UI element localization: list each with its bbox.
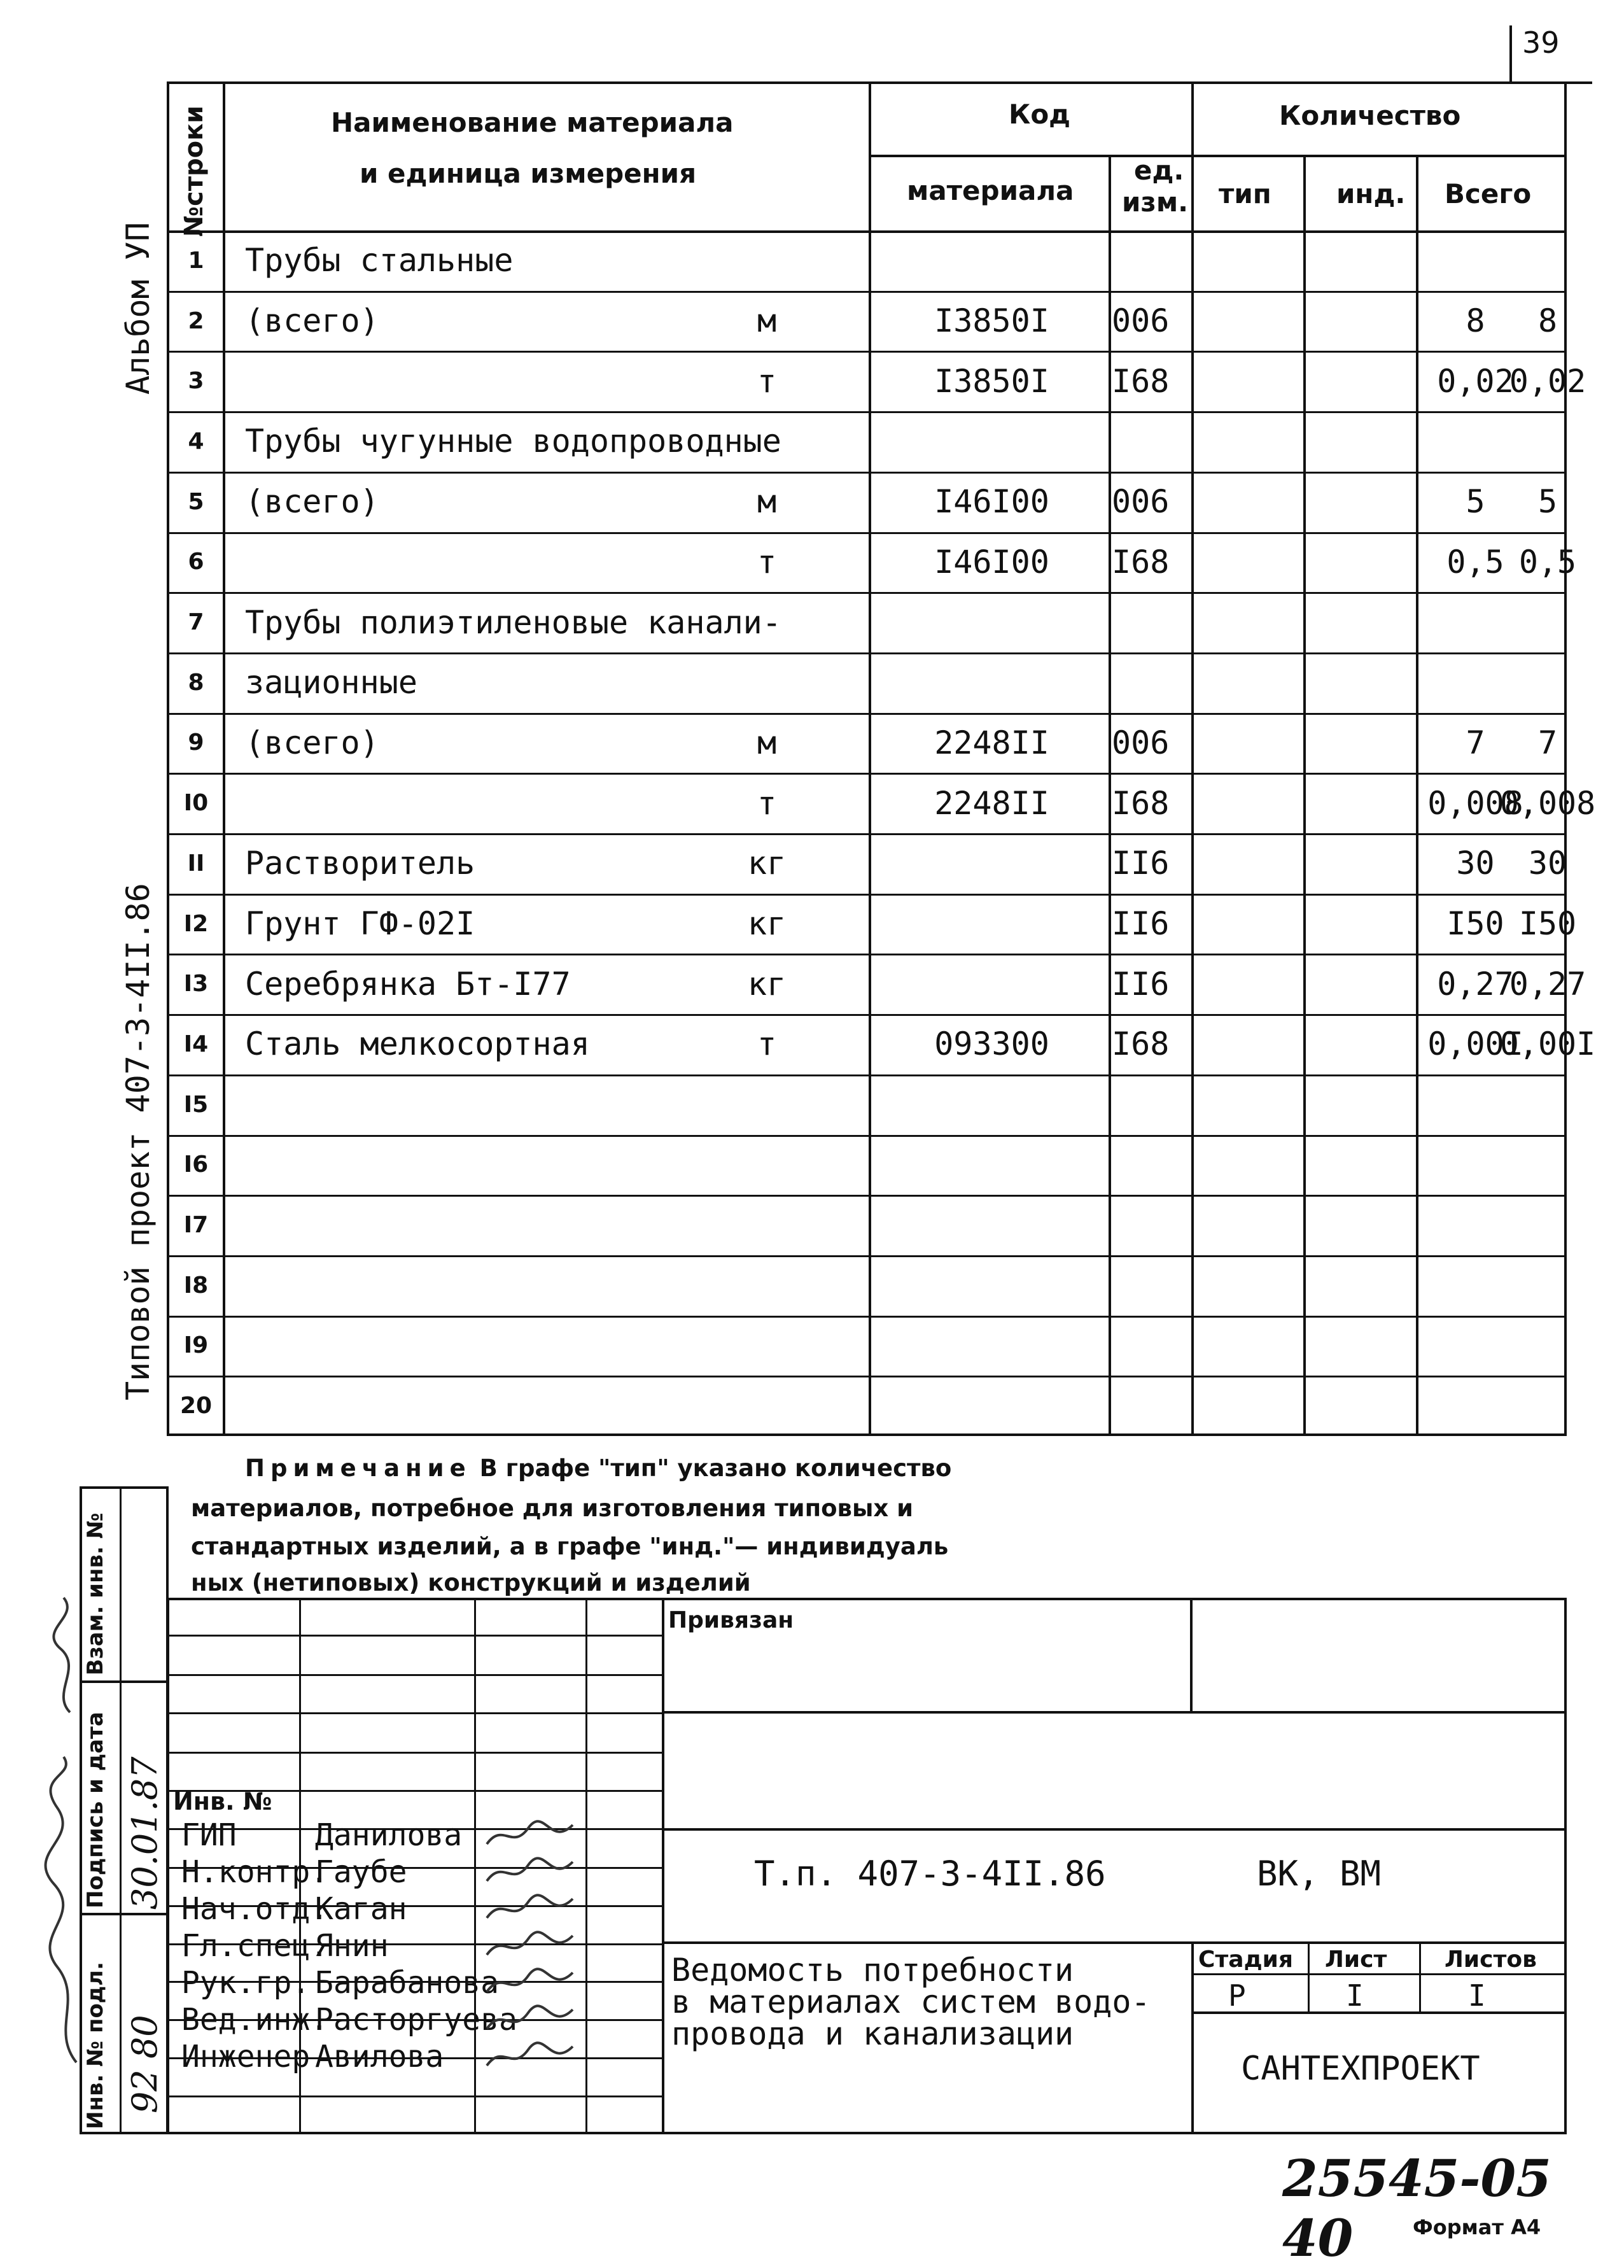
grid-vline [223,81,225,1436]
row-qty-type [1306,954,1416,1014]
row-number: I6 [183,1152,209,1178]
side-inv-podl-value: 92 80 [125,2015,165,2113]
row-unit: кг [747,905,787,943]
row-qty-ind: 7 [1466,724,1485,761]
row-qty-ind [1419,1316,1532,1376]
row-qty-type [1306,1135,1416,1195]
staff-role: Н.контр. [181,1854,329,1890]
row-qty-ind [1419,652,1532,713]
row-qty-ind: 0,008 [1427,784,1523,822]
staff-role: ГИП [181,1817,237,1853]
staff-signature [484,2003,579,2038]
row-qty-ind: 0,27 [1437,965,1514,1003]
row-material-code [875,652,1109,713]
row-qty-type [1306,652,1416,713]
staff-signature [484,1966,579,2001]
row-qty-type [1306,230,1416,291]
header-q-type: тип [1219,178,1271,209]
row-qty-ind [1419,1195,1532,1255]
doc-title-line3: провода и канализации [671,2015,1074,2052]
privyazan-label: Привязан [668,1607,794,1633]
staff-signature [484,1892,579,1927]
row-number: 7 [188,609,204,636]
row-material-name: Трубы полиэтиленовые канали- [245,603,781,641]
side-stamp-divider [120,1486,122,2134]
header-quantity: Количество [1279,100,1461,131]
row-number: I8 [183,1272,209,1299]
stage-label: Стадия [1198,1947,1293,1973]
row-qty-total [1529,1195,1567,1255]
stage-value: Р [1228,1978,1246,2013]
row-material-code [875,1195,1109,1255]
row-qty-ind [1419,1074,1532,1135]
sheet-label: Лист [1325,1947,1387,1973]
row-qty-ind [1419,1135,1532,1195]
header-name-line2: и единица измерения [360,158,697,189]
side-handwritten-signatures [25,1585,95,2069]
staff-role: Нач.отд. [181,1891,329,1927]
row-qty-ind: 0,02 [1437,362,1514,400]
album-label: Альбом УП [120,222,157,395]
row-unit [735,1074,799,1135]
stamp-hline [167,1712,663,1714]
row-material-name: Серебрянка Бт-I77 [245,965,571,1003]
row-qty-ind [1419,230,1532,291]
inv-no-label: Инв. № [173,1787,272,1815]
row-qty-total [1529,1376,1567,1436]
row-qty-type [1306,1014,1416,1074]
staff-role: Инженер [181,2039,311,2074]
row-qty-type [1306,411,1416,472]
row-number: I3 [183,971,209,997]
row-qty-ind [1419,1376,1532,1436]
row-unit-code [1112,652,1191,713]
row-unit: т [757,362,777,400]
row-unit-code: II6 [1112,845,1170,882]
row-number: I9 [183,1332,209,1359]
side-inv-podl-label: Инв. № подл. [83,1961,108,2129]
row-unit [735,411,799,472]
row-qty-total: 5 [1537,483,1558,521]
row-number: 6 [188,549,204,575]
row-qty-type [1306,1376,1416,1436]
row-material-name: Сталь мелкосортная [245,1025,590,1063]
staff-role: Вед.инж. [181,2002,329,2038]
staff-signature [484,1856,579,1891]
header-q-total: Всего [1445,178,1532,209]
row-material-code [875,894,1109,954]
staff-name: Барабанова [315,1965,499,2001]
row-unit [735,592,799,652]
row-number: 9 [188,729,204,756]
note-line4: ных (нетиповых) конструкций и изделий [191,1569,751,1596]
page-number-divider [1509,25,1512,83]
grid-vline [1191,81,1194,1436]
footer-number: 25545-05 40 [1282,2148,1551,2268]
row-material-code: I46I00 [934,483,1049,521]
note-lead: Примечание [245,1454,472,1482]
stamp-vline [1190,1598,1193,1711]
row-unit-code [1112,411,1191,472]
stamp-vline [1308,1941,1310,2011]
row-number: 4 [188,428,204,454]
row-unit: т [757,784,777,822]
row-material-name: Грунт ГФ-02I [245,905,475,943]
stamp-hline [1191,1973,1567,1975]
row-qty-total: 0,00I [1499,1025,1596,1063]
note-line1 [245,1454,951,1482]
row-qty-total: 8 [1537,302,1558,340]
row-unit-code: I68 [1112,543,1170,581]
row-qty-type [1306,894,1416,954]
row-qty-ind: 8 [1466,302,1485,340]
row-qty-total: 0,008 [1499,784,1596,822]
grid-hline [869,155,1567,157]
row-material-code [875,1074,1109,1135]
row-qty-ind: 0,00I [1427,1025,1523,1063]
staff-signature [484,1819,579,1854]
row-number: 1 [188,247,204,274]
row-unit-code: 006 [1112,724,1170,761]
side-date-value: 30.01.87 [125,1756,165,1910]
stamp-vline [1191,1941,1194,2134]
row-qty-total [1529,411,1567,472]
row-material-name: Трубы стальные [245,242,514,279]
note-line3: стандартных изделий, а в графе "инд."— индивидуаль [191,1533,949,1560]
sheets-value: I [1468,1978,1486,2013]
staff-signature [484,1929,579,1964]
row-number: I2 [183,910,209,937]
row-unit: м [757,302,777,340]
header-code-unit-2: изм. [1122,187,1189,218]
staff-name: Расторгуева [315,2002,517,2038]
row-unit-code: I68 [1112,362,1170,400]
row-qty-ind: I50 [1446,905,1504,943]
doc-sections: ВК, ВМ [1257,1854,1382,1894]
row-material-code [875,411,1109,472]
stamp-hline [167,1635,663,1637]
row-number: I4 [183,1031,209,1057]
stamp-hline [662,1941,1567,1944]
row-qty-total: 0,27 [1509,965,1586,1003]
side-podpis-label: Подпись и дата [83,1712,108,1908]
row-qty-total [1529,230,1567,291]
stamp-vline [585,1598,587,2134]
row-unit-code [1112,1255,1191,1316]
stamp-hline [1191,2011,1567,2014]
row-qty-total [1529,1255,1567,1316]
row-material-code: I3850I [934,362,1049,400]
header-q-ind: инд. [1336,178,1406,209]
grid-vline [1303,155,1306,1436]
row-material-code [875,954,1109,1014]
row-material-code [875,1135,1109,1195]
row-unit-code [1112,1376,1191,1436]
row-unit-code: II6 [1112,965,1170,1003]
staff-name: Янин [315,1928,389,1964]
row-material-name: (всего) [245,724,379,761]
row-unit-code [1112,230,1191,291]
row-unit-code [1112,1074,1191,1135]
staff-role: Гл.спец. [181,1928,329,1964]
row-unit-code: I68 [1112,1025,1170,1063]
stamp-vline [662,1598,664,2134]
row-qty-total [1529,1135,1567,1195]
row-number: I7 [183,1212,209,1239]
row-material-code [875,833,1109,894]
row-unit: т [757,1025,777,1063]
row-qty-total: 30 [1528,845,1567,882]
row-qty-type [1306,833,1416,894]
row-unit [735,230,799,291]
row-qty-total [1529,1074,1567,1135]
row-unit [735,652,799,713]
row-unit: м [757,724,777,761]
row-unit-code [1112,1316,1191,1376]
row-unit [735,1376,799,1436]
row-qty-type [1306,532,1416,593]
sheet-value: I [1346,1978,1364,2013]
row-qty-total: 7 [1537,724,1558,761]
row-qty-type [1306,472,1416,532]
stamp-hline [167,1674,663,1676]
row-qty-type [1306,291,1416,351]
row-qty-type [1306,351,1416,411]
row-number: I5 [183,1091,209,1118]
row-qty-total: 0,5 [1518,543,1577,581]
row-unit [735,1195,799,1255]
row-qty-type [1306,1316,1416,1376]
row-material-name: (всего) [245,302,379,340]
row-unit [735,1255,799,1316]
row-qty-ind [1419,1255,1532,1316]
row-material-code [875,230,1109,291]
row-unit-code [1112,1195,1191,1255]
stamp-hline [662,1828,1567,1831]
row-material-code [875,1255,1109,1316]
stamp-vline [1419,1941,1421,2011]
row-material-code [875,1376,1109,1436]
row-material-name: зационные [245,664,417,701]
row-material-name: Растворитель [245,845,475,882]
row-qty-type [1306,773,1416,833]
row-unit: кг [747,845,787,882]
staff-name: Данилова [315,1817,463,1853]
row-number: 3 [188,368,204,395]
stamp-hline [167,1752,663,1754]
row-material-code: 2248II [934,784,1049,822]
row-qty-type [1306,592,1416,652]
side-vzam-label: Взам. инв. № [83,1512,108,1675]
row-qty-total [1529,1316,1567,1376]
organization: САНТЕХПРОЕКТ [1241,2050,1480,2088]
row-unit: кг [747,965,787,1003]
row-qty-type [1306,713,1416,773]
row-material-code [875,1316,1109,1376]
row-material-code [875,592,1109,652]
row-material-code: 2248II [934,724,1049,761]
row-unit-code: 006 [1112,302,1170,340]
row-material-code: I3850I [934,302,1049,340]
row-unit-code: 006 [1112,483,1170,521]
row-unit [735,1135,799,1195]
row-number: 20 [179,1393,213,1419]
staff-signature [484,2040,579,2075]
row-unit [735,1316,799,1376]
row-number: 8 [188,669,204,696]
row-material-code: I46I00 [934,543,1049,581]
note-line2: материалов, потребное для изготовления типовых и [191,1495,914,1522]
doc-title-line1: Ведомость потребности [671,1952,1074,1989]
grid-vline [869,81,871,1436]
row-unit-code: I68 [1112,784,1170,822]
sheets-label: Листов [1445,1947,1537,1973]
row-qty-total [1529,592,1567,652]
page-number: 39 [1522,25,1560,60]
staff-name: Каган [315,1891,407,1927]
stamp-hline [662,1711,1567,1714]
row-unit-code [1112,592,1191,652]
row-qty-total: 0,02 [1509,362,1586,400]
row-qty-type [1306,1074,1416,1135]
footer-format: Формат А4 [1413,2215,1541,2239]
header-code-material: материала [907,175,1074,206]
row-qty-type [1306,1195,1416,1255]
row-qty-ind: 0,5 [1446,543,1504,581]
row-qty-total: I50 [1518,905,1577,943]
staff-name: Гаубе [315,1854,407,1890]
staff-role: Рук.гр. [181,1965,311,2001]
row-number: 2 [188,307,204,334]
project-label: Типовой проект 407-3-4II.86 [120,883,157,1400]
note-line1-text: В графе "тип" указано количество [479,1454,952,1482]
row-qty-ind [1419,592,1532,652]
stamp-hline [167,2095,663,2097]
row-unit-code: II6 [1112,905,1170,943]
row-material-name: Трубы чугунные водопроводные [245,423,781,460]
row-unit-code [1112,1135,1191,1195]
row-material-name: (всего) [245,483,379,521]
grid-vline [1416,155,1418,1436]
staff-name: Авилова [315,2039,444,2074]
row-number: II [187,850,205,877]
row-qty-ind [1419,411,1532,472]
header-code: Код [1009,99,1071,130]
row-unit: т [757,543,777,581]
doc-title-line2: в материалах систем водо- [671,1983,1151,2020]
header-code-unit-1: ед. [1134,155,1184,186]
row-number: 5 [188,488,204,515]
row-qty-type [1306,1255,1416,1316]
row-material-code: 093300 [934,1025,1049,1063]
row-qty-ind: 5 [1466,483,1485,521]
row-number: I0 [183,790,209,817]
header-name-line1: Наименование материала [331,107,734,138]
stamp-vline [474,1598,476,2134]
row-qty-ind: 30 [1456,845,1495,882]
header-row-number: №строки [179,105,209,237]
row-qty-total [1529,652,1567,713]
row-unit: м [757,483,777,521]
grid-vline [1109,155,1111,1436]
doc-code: Т.п. 407-3-4II.86 [754,1854,1106,1894]
